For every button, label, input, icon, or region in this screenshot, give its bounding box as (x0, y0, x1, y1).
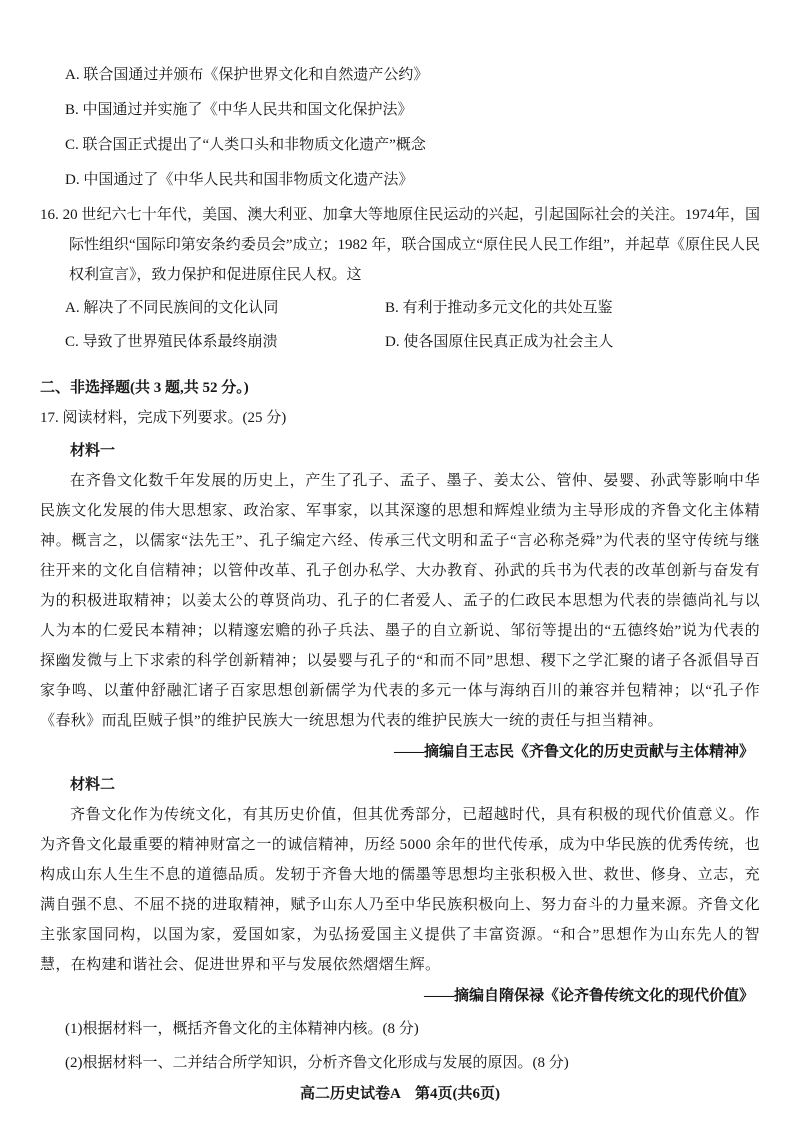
question-16-options (40, 292, 760, 358)
material-2-paragraph: 齐鲁文化作为传统文化，有其历史价值，但其优秀部分，已超越时代，具有积极的现代价值意义。作为齐鲁文化最重要的精神财富之一的诚信精神，历经 5000 余年的世代传承，成为中华民族的优秀传统，也构成山东人生生不息的道德品质。发轫于齐鲁大地的儒墨等思想均主张积极入世、救世、修身、立志，充满自强不息、不屈不挠的进取精神，赋予山东人乃至中华民族积极向上、努力奋斗的力量来源。齐鲁文化主张家国同构，以国为家，爱国如家，为弘扬爱国主义提供了丰富资源。“和合”思想作为山东先人的智慧，在构建和谐社会、促进世界和平与发展依然熠熠生辉。 (40, 807, 760, 973)
material-1-source: ——摘编自王志民《齐鲁文化的历史贡献与主体精神》 (393, 744, 754, 760)
material-2-source: ——摘编自隋保禄《论齐鲁传统文化的现代价值》 (423, 988, 754, 1004)
question-17-intro: 17. 阅读材料，完成下列要求。(25 分) (40, 410, 287, 426)
q16-option-a: A. 解决了不同民族间的文化认同 (65, 300, 279, 316)
material-2-label: 材料二 (70, 777, 116, 793)
material-1-paragraph: 在齐鲁文化数千年发展的历史上，产生了孔子、孟子、墨子、姜太公、管仲、晏婴、孙武等影响中华民族文化发展的伟大思想家、政治家、军事家，以其深邃的思想和辉煌业绩为主导形成的齐鲁文化主体精神。概言之，以儒家“法先王”、孔子编定六经、传承三代文明和孟子“言必称尧舜”为代表的坚守传统与继往开来的文化自信精神；以管仲改革、孔子创办私学、大办教育、孙武的兵书为代表的改革创新与奋发有为的积极进取精神；以姜太公的尊贤尚功、孔子的仁者爱人、孟子的仁政民本思想为代表的崇德尚礼与以人为本的仁爱民本精神；以精邃宏赡的孙子兵法、墨子的自立新说、邹衍等提出的“五德终始”说为代表的探幽发微与上下求索的科学创新精神；以晏婴与孔子的“和而不同”思想、稷下之学汇聚的诸子各派倡导百家争鸣、以董仲舒融汇诸子百家思想创新儒学为代表的多元一体与海纳百川的兼容并包精神；以“孔子作《春秋》而乱臣贼子惧”的维护民族大一统思想为代表的维护民族大一统的责任与担当精神。 (40, 473, 760, 729)
page-footer: 高二历史试卷A 第4页(共6页) (300, 1086, 500, 1102)
q16-option-c: C. 导致了世界殖民体系最终崩溃 (65, 334, 278, 350)
question-17-sub-1: (1)根据材料一，概括齐鲁文化的主体精神内核。(8 分) (65, 1021, 419, 1037)
q15-option-c: C. 联合国正式提出了“人类口头和非物质文化遗产”概念 (65, 137, 426, 153)
section-2-heading: 二、非选择题(共 3 题,共 52 分。) (40, 380, 249, 396)
question-17-sub-2: (2)根据材料一、二并结合所学知识，分析齐鲁文化形成与发展的原因。(8 分) (65, 1055, 569, 1071)
q16-option-b: B. 有利于推动多元文化的共处互鉴 (385, 300, 613, 316)
q15-option-b: B. 中国通过并实施了《中华人民共和国文化保护法》 (65, 102, 413, 118)
q16-option-d: D. 使各国原住民真正成为社会主人 (385, 334, 614, 350)
q15-option-d: D. 中国通过了《中华人民共和国非物质文化遗产法》 (65, 172, 414, 188)
material-1-label: 材料一 (70, 443, 116, 459)
q15-option-a: A. 联合国通过并颁布《保护世界文化和自然遗产公约》 (65, 67, 429, 83)
question-16-stem: 16. 20 世纪六七十年代，美国、澳大利亚、加拿大等地原住民运动的兴起，引起国际社会的关注。1974年，国际性组织“国际印第安条约委员会”成立；1982 年，联合国成立“原住民人民工作组”，并起草《原住民人民权利宣言》，致力保护和促进原住民人权。这 (40, 207, 760, 283)
